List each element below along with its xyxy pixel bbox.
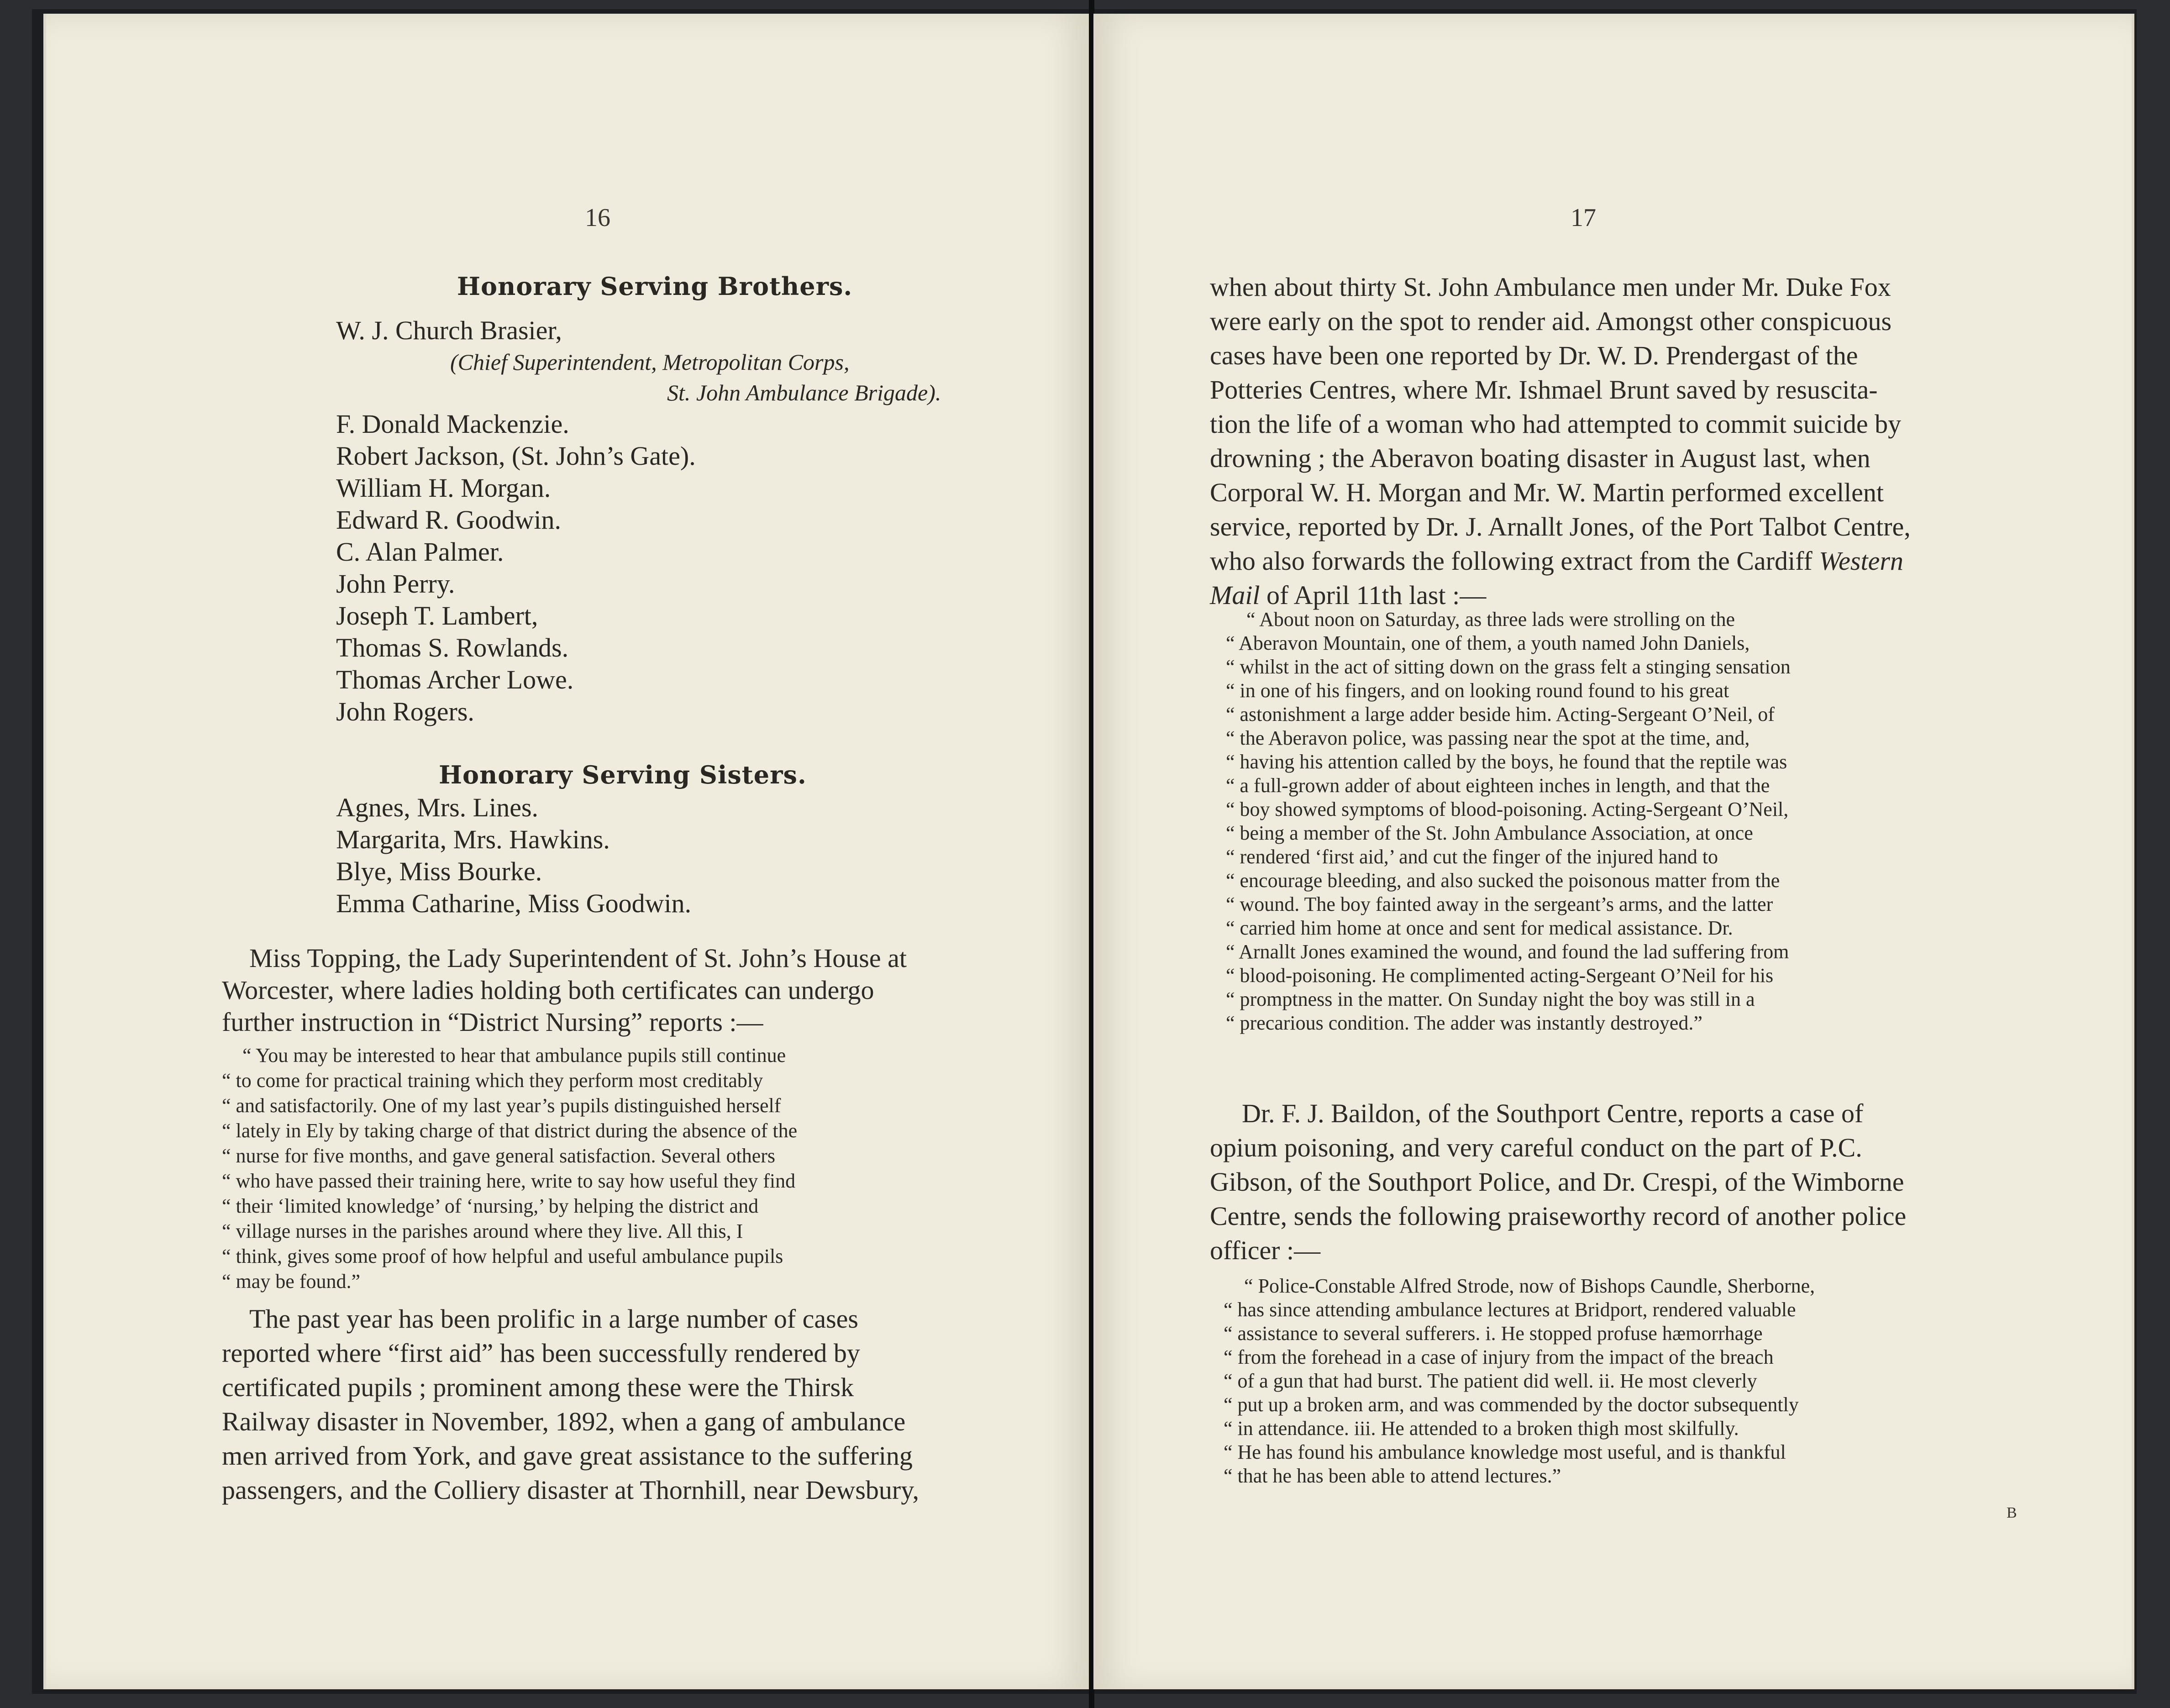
- paragraph-line: Corporal W. H. Morgan and Mr. W. Martin performed excellent: [1210, 478, 1884, 507]
- brother-entry: Joseph T. Lambert,: [336, 601, 538, 631]
- quote-line: “ encourage bleeding, and also sucked the poisonous matter from the: [1226, 869, 1780, 892]
- paragraph-line: Dr. F. J. Baildon, of the Southport Centre, reports a case of: [1242, 1098, 1864, 1128]
- quote-line: “ whilst in the act of sitting down on the grass felt a stinging sensation: [1226, 656, 1791, 678]
- paragraph-line: opium poisoning, and very careful conduct on the part of P.C.: [1210, 1133, 1862, 1162]
- paragraph-line: reported where “first aid” has been successfully rendered by: [222, 1338, 860, 1368]
- quote-line: “ rendered ‘first aid,’ and cut the finger of the injured hand to: [1226, 846, 1718, 868]
- page-number: 16: [585, 204, 610, 232]
- paragraph-line: Miss Topping, the Lady Superintendent of St. John’s House at: [249, 943, 907, 973]
- quote-line: “ village nurses in the parishes around where they live. All this, I: [222, 1220, 743, 1242]
- paragraph-line: service, reported by Dr. J. Arnallt Jones, of the Port Talbot Centre,: [1210, 512, 1911, 541]
- quote-line: “ carried him home at once and sent for medical assistance. Dr.: [1226, 917, 1733, 939]
- quote-line: “ from the forehead in a case of injury from the impact of the breach: [1224, 1346, 1774, 1368]
- quote-line: “ who have passed their training here, write to say how useful they find: [222, 1170, 796, 1192]
- brother-entry: John Rogers.: [336, 697, 474, 726]
- quote-line: “ their ‘limited knowledge’ of ‘nursing,’ by helping the district and: [222, 1195, 759, 1217]
- quote-line: “ Arnallt Jones examined the wound, and found the lad suffering from: [1226, 941, 1789, 963]
- paragraph-line: [1210, 582, 1486, 609]
- sisters-heading: Honorary Serving Sisters.: [439, 760, 807, 789]
- quote-line: “ of a gun that had burst. The patient did well. ii. He most cleverly: [1224, 1370, 1757, 1392]
- quote-line: “ having his attention called by the boys, he found that the reptile was: [1226, 751, 1787, 773]
- brother-entry: F. Donald Mackenzie.: [336, 409, 569, 439]
- quote-line: “ in one of his fingers, and on looking round found to his great: [1226, 679, 1729, 702]
- quote-line: “ a full-grown adder of about eighteen inches in length, and that the: [1226, 774, 1770, 797]
- paragraph-line: were early on the spot to render aid. Amongst other conspicuous: [1210, 306, 1892, 336]
- brothers-heading: Honorary Serving Brothers.: [457, 272, 853, 301]
- quote-line: “ to come for practical training which they perform most creditably: [222, 1069, 763, 1092]
- paragraph-line: drowning ; the Aberavon boating disaster in August last, when: [1210, 443, 1871, 473]
- newspaper-name: Mail: [1210, 580, 1260, 610]
- quote-line: “ assistance to several sufferers. i. He stopped profuse hæmorrhage: [1224, 1322, 1763, 1345]
- brother-title: St. John Ambulance Brigade).: [667, 380, 941, 405]
- paragraph-line: certificated pupils ; prominent among these were the Thirsk: [222, 1372, 854, 1402]
- quote-line: “ in attendance. iii. He attended to a broken thigh most skilfully.: [1224, 1417, 1739, 1440]
- quote-line: “ has since attending ambulance lectures at Bridport, rendered valuable: [1224, 1298, 1796, 1321]
- brother-entry: Thomas S. Rowlands.: [336, 633, 569, 662]
- quote-line: “ that he has been able to attend lectures.”: [1224, 1465, 1561, 1487]
- quote-line: “ astonishment a large adder beside him. Acting-Sergeant O’Neil, of: [1226, 703, 1775, 725]
- paragraph-line: cases have been one reported by Dr. W. D. Prendergast of the: [1210, 341, 1858, 370]
- right-page: [1093, 14, 2134, 1689]
- paragraph-line: when about thirty St. John Ambulance men under Mr. Duke Fox: [1210, 272, 1891, 302]
- paragraph-line: Railway disaster in November, 1892, when a gang of ambulance: [222, 1407, 906, 1436]
- brother-entry: C. Alan Palmer.: [336, 537, 504, 567]
- paragraph-line: Potteries Centres, where Mr. Ishmael Brunt saved by resuscita-: [1210, 375, 1878, 405]
- sister-entry: Agnes, Mrs. Lines.: [336, 793, 539, 822]
- quote-line: “ blood-poisoning. He complimented acting-Sergeant O’Neil for his: [1226, 964, 1774, 987]
- paragraph-line: passengers, and the Colliery disaster at Thornhill, near Dewsbury,: [222, 1475, 919, 1505]
- quote-line: “ boy showed symptoms of blood-poisoning. Acting-Sergeant O’Neil,: [1226, 798, 1789, 820]
- paragraph-line: tion the life of a woman who had attempted to commit suicide by: [1210, 409, 1902, 439]
- quote-line: “ wound. The boy fainted away in the sergeant’s arms, and the latter: [1226, 893, 1773, 915]
- paragraph-text: who also forwards the following extract from the Cardiff: [1210, 546, 1819, 576]
- quote-line: “ think, gives some proof of how helpful and useful ambulance pupils: [222, 1245, 783, 1267]
- page-number: 17: [1571, 204, 1596, 232]
- paragraph-line: Gibson, of the Southport Police, and Dr. Crespi, of the Wimborne: [1210, 1167, 1904, 1197]
- brother-entry: John Perry.: [336, 569, 455, 599]
- quote-line: “ Aberavon Mountain, one of them, a youth named John Daniels,: [1226, 632, 1750, 654]
- brother-entry: Robert Jackson, (St. John’s Gate).: [336, 441, 696, 471]
- quote-line: “ lately in Ely by taking charge of that district during the absence of the: [222, 1119, 798, 1142]
- quote-line: “ You may be interested to hear that ambulance pupils still continue: [242, 1044, 786, 1067]
- quote-line: “ and satisfactorily. One of my last year’s pupils distinguished herself: [222, 1094, 781, 1117]
- brother-entry: William H. Morgan.: [336, 473, 551, 503]
- brother-title: (Chief Superintendent, Metropolitan Corps,: [450, 349, 850, 375]
- quote-line: “ nurse for five months, and gave general satisfaction. Several others: [222, 1145, 776, 1167]
- quote-line: “ may be found.”: [222, 1270, 360, 1293]
- brother-entry: W. J. Church Brasier,: [336, 315, 562, 345]
- paragraph-line: further instruction in “District Nursing” reports :—: [222, 1007, 763, 1037]
- sister-entry: Emma Catharine, Miss Goodwin.: [336, 888, 692, 918]
- brother-entry: Thomas Archer Lowe.: [336, 665, 574, 694]
- paragraph-line: Worcester, where ladies holding both certificates can undergo: [222, 975, 874, 1005]
- quote-line: “ He has found his ambulance knowledge most useful, and is thankful: [1224, 1441, 1786, 1463]
- sister-entry: Margarita, Mrs. Hawkins.: [336, 825, 610, 854]
- quote-line: “ the Aberavon police, was passing near the spot at the time, and,: [1226, 727, 1750, 749]
- newspaper-name: Western: [1819, 546, 1903, 576]
- paragraph-line: Centre, sends the following praiseworthy record of another police: [1210, 1201, 1907, 1231]
- brother-entry: Edward R. Goodwin.: [336, 505, 561, 535]
- paragraph-line: [1210, 548, 1903, 574]
- paragraph-text: of April 11th last :—: [1260, 580, 1487, 610]
- quote-line: “ Police-Constable Alfred Strode, now of Bishops Caundle, Sherborne,: [1244, 1275, 1815, 1297]
- signature-mark: B: [2007, 1504, 2017, 1521]
- quote-line: “ precarious condition. The adder was instantly destroyed.”: [1226, 1012, 1702, 1034]
- quote-line: “ put up a broken arm, and was commended by the doctor subsequently: [1224, 1393, 1799, 1416]
- paragraph-line: officer :—: [1210, 1235, 1321, 1265]
- quote-line: “ About noon on Saturday, as three lads were strolling on the: [1246, 608, 1735, 631]
- left-page: [43, 14, 1089, 1689]
- sister-entry: Blye, Miss Bourke.: [336, 857, 542, 886]
- paragraph-line: men arrived from York, and gave great assistance to the suffering: [222, 1441, 913, 1471]
- quote-line: “ being a member of the St. John Ambulance Association, at once: [1226, 822, 1753, 844]
- quote-line: “ promptness in the matter. On Sunday night the boy was still in a: [1226, 988, 1755, 1010]
- paragraph-line: The past year has been prolific in a large number of cases: [249, 1304, 858, 1334]
